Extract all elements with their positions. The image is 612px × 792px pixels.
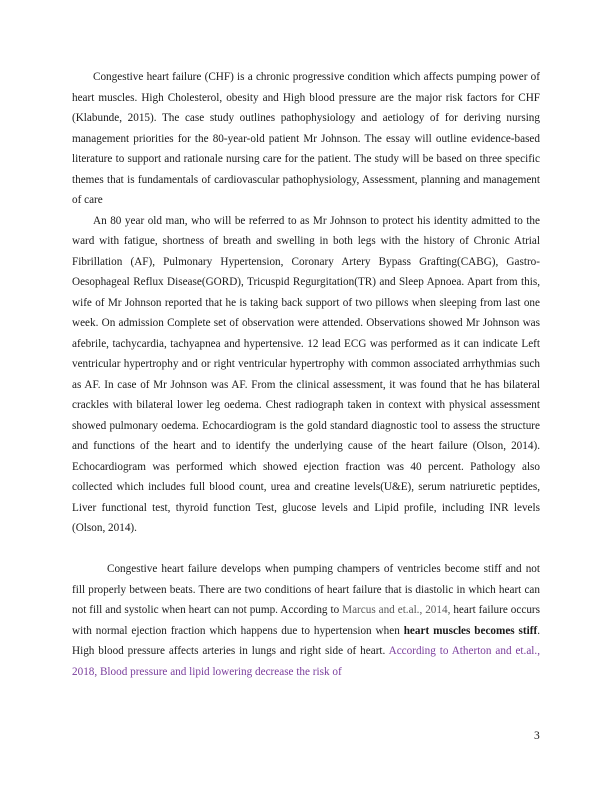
text-segment: heart failure occurs with normal ejection fraction which happens due to hypertension when [72, 604, 540, 637]
paragraph-pathophysiology [72, 559, 540, 682]
citation-atherton: According to Atherton and et.al., 2018, Blood pressure and lipid lowering decrease the risk of [72, 645, 540, 678]
text-segment: Congestive heart failure develops when pumping champers of ventricles become stiff and not fill properly between beats. There are two conditions of heart failure that is diastolic in which heart can not fill and systolic when heart can not pump. According to [72, 563, 540, 616]
paragraph-introduction: Congestive heart failure (CHF) is a chronic progressive condition which affects pumping power of heart muscles. High Cholesterol, obesity and High blood pressure are the major risk factors for CHF (Klabunde, 2015). The case study outlines pathophysiology and aetiology of for deriving nursing management priorities for the 80-year-old patient Mr Johnson. The essay will outline evidence-based literature to support and rationale nursing care for the patient. The study will be based on three specific themes that is fundamentals of cardiovascular pathophysiology, Assessment, planning and management of care [72, 71, 540, 206]
page-number: 3 [534, 730, 540, 742]
document-body [72, 67, 540, 682]
citation-marcus: Marcus and et.al., 2014, [342, 604, 451, 616]
paragraph-case-presentation: An 80 year old man, who will be referred to as Mr Johnson to protect his identity admitted to the ward with fatigue, shortness of breath and swelling in both legs with the history of Chronic Atrial Fibrillation (AF), Pulmonary Hypertension, Coronary Artery Bypass Grafting(CABG), Gastro-Oesophageal Reflux Disease(GORD), Tricuspid Regurgitation(TR) and Sleep Apnoea. Apart from this, wife of Mr Johnson reported that he is taking back support of two pillows when sleeping from last one week. On admission Complete set of observation were attended. Observations showed Mr Johnson was afebrile, tachycardia, tachyapnea and hypertensive. 12 lead ECG was performed as it can indicate Left ventricular hypertrophy and or right ventricular hypertrophy with common associated arrhythmias such as AF. In case of Mr Johnson was AF. From the clinical assessment, it was found that he has bilateral crackles with bilateral lower leg oedema. Chest radiograph taken in context with physical assessment showed pulmonary oedema. Echocardiogram is the gold standard diagnostic tool to assess the structure and functions of the heart and to identify the underlying cause of the heart failure (Olson, 2014). Echocardiogram was performed which showed ejection fraction was 40 percent. Pathology also collected which includes full blood count, urea and creatine levels(U&E), serum natriuretic peptides, Liver functional test, thyroid function Test, glucose levels and Lipid profile, including INR levels (Olson, 2014). [72, 214, 540, 534]
bold-phrase: heart muscles becomes stiff [403, 624, 538, 637]
text-segment: . High blood pressure affects arteries in lungs and right side of heart. [72, 624, 540, 657]
